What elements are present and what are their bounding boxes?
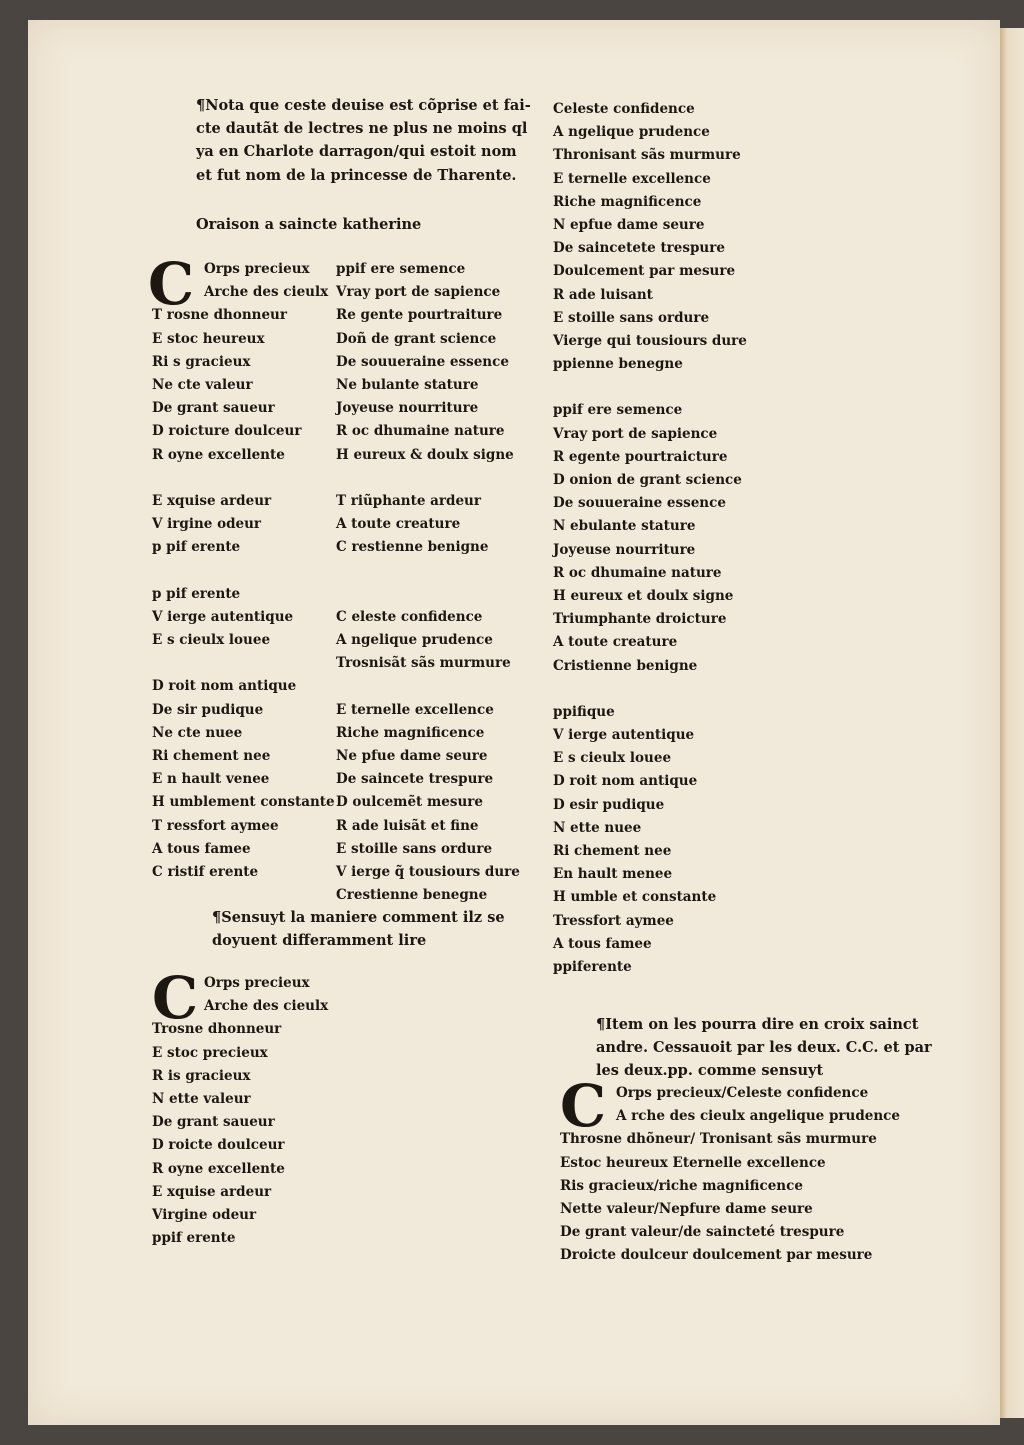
drop-cap-3: C: [560, 1072, 607, 1140]
intro-note: [196, 94, 531, 187]
verse-column-bottom-left: [152, 964, 329, 1250]
sensuyt-heading: [212, 906, 505, 952]
verse-line: p pif erente: [152, 539, 241, 556]
verse-line: En hault menee: [553, 866, 673, 883]
verse-line: Nette valeur/Nepfure dame seure: [560, 1200, 813, 1217]
verse-line: R egente pourtraicture: [553, 448, 728, 465]
verse-line: A tous famee: [553, 935, 652, 952]
verse-line: V ierge q̃ tousiours dure: [336, 863, 520, 880]
stanza-gap: [336, 675, 520, 698]
verse-line: Thronisant sãs murmure: [553, 147, 741, 164]
verse-line: E xquise ardeur: [152, 1183, 272, 1200]
verse-line: E ternelle excellence: [336, 701, 494, 718]
verse-line: De sir pudique: [152, 701, 264, 718]
verse-line: A ngelique prudence: [553, 124, 710, 141]
verse-line: Ne bulante stature: [336, 376, 479, 393]
sensuyt-line: ¶Sensuyt la maniere comment ilz se: [212, 909, 505, 926]
verse-line: A toute creature: [336, 516, 461, 533]
verse-line: Ne pfue dame seure: [336, 747, 488, 764]
intro-line: ya en Charlote darragon/qui estoit nom: [196, 143, 517, 161]
item-note-line: ¶Item on les pourra dire en croix sainct: [596, 1016, 919, 1033]
verse-line: T ressfort aymee: [152, 817, 279, 834]
verse-line: Orps precieux/Celeste confidence: [616, 1085, 869, 1101]
verse-line: A tous famee: [152, 840, 251, 857]
verse-line: Riche magnificence: [553, 193, 702, 210]
verse-line: Trosne dhonneur: [152, 1021, 282, 1038]
item-note-line: andre. Cessauoit par les deux. C.C. et par: [596, 1039, 932, 1057]
stanza-gap: [553, 376, 747, 399]
verse-line: E stoille sans ordure: [336, 840, 493, 857]
verse-line: E ternelle excellence: [553, 170, 711, 187]
verse-line: Celeste confidence: [553, 101, 695, 117]
verse-line: H eureux et doulx signe: [553, 587, 734, 604]
cross-lines: [560, 1072, 900, 1268]
verse-line: D oulcemẽt mesure: [336, 794, 483, 811]
oraison-title-text: Oraison a saincte katherine: [196, 216, 422, 233]
verse-line: H eureux & doulx signe: [336, 446, 514, 463]
verse-line: E s cieulx louee: [152, 632, 271, 648]
verse-line: E stoc precieux: [152, 1044, 268, 1061]
verse-column-left-b: [336, 258, 520, 907]
stanza-gap: [553, 678, 747, 701]
item-note: [596, 1013, 932, 1083]
verse-line: De souueraine essence: [553, 495, 726, 512]
stanza-gap: [336, 559, 520, 582]
verse-line: ppif ere semence: [553, 402, 683, 419]
verse-line: Tressfort aymee: [553, 912, 674, 929]
verse-line: N ette nuee: [553, 819, 642, 836]
verse-line: ppif ere semence: [336, 261, 466, 277]
verse-line: Ris gracieux/riche magnificence: [560, 1177, 803, 1194]
verse-line: Throsne dhõneur/ Tronisant sãs murmure: [560, 1131, 877, 1148]
verse-line: De grant saueur: [152, 1114, 275, 1131]
verse-line: Vray port de sapience: [553, 425, 718, 442]
verse-line: Arche des cieulx: [204, 284, 329, 301]
verse-line: Trosnisãt sãs murmure: [336, 655, 511, 672]
sensuyt-line: doyuent differamment lire: [212, 932, 427, 950]
stanza-gap: [336, 467, 520, 490]
verse-line: D roit nom antique: [553, 773, 698, 790]
verse-line: Droicte doulceur doulcement par mesure: [560, 1247, 873, 1264]
verse-line: Cristienne benigne: [553, 657, 698, 674]
verse-line: Vierge qui tousiours dure: [553, 332, 747, 349]
verse-line: Estoc heureux Eternelle excellence: [560, 1154, 826, 1171]
verse-line: Arche des cieulx: [204, 998, 329, 1015]
verse-line: V irgine odeur: [152, 516, 262, 533]
verse-line: R oyne excellente: [152, 446, 285, 463]
verse-line: T riũphante ardeur: [336, 492, 481, 509]
verse-line: R oc dhumaine nature: [553, 564, 722, 581]
verse-line: Doñ de grant science: [336, 330, 497, 347]
stanza-gap: [336, 583, 520, 606]
verse-line: R is gracieux: [152, 1067, 251, 1084]
verse-line: E stoille sans ordure: [553, 309, 710, 326]
verse-line: A ngelique prudence: [336, 632, 493, 648]
verse-line: D esir pudique: [553, 796, 665, 813]
verse-line: A toute creature: [553, 634, 678, 651]
oraison-title: [196, 213, 421, 236]
verse-line: De saincete trespure: [336, 771, 494, 788]
verse-line: N ebulante stature: [553, 518, 696, 535]
verse-line: Riche magnificence: [336, 724, 485, 741]
verse-line: R ade luisant: [553, 286, 653, 303]
verse-line: ppif erente: [152, 1230, 236, 1247]
verse-line: D roicte doulceur: [152, 1137, 285, 1154]
drop-cap: C: [148, 250, 195, 318]
item-note-line: les deux.pp. comme sensuyt: [596, 1062, 824, 1080]
verse-line: E s cieulx louee: [553, 750, 672, 767]
verse-line: De saincetete trespure: [553, 240, 725, 257]
drop-cap-2: C: [152, 964, 199, 1032]
verse-line: T rosne dhonneur: [152, 307, 287, 324]
intro-line: et fut nom de la princesse de Tharente.: [196, 166, 517, 184]
verse-line: R ade luisãt et fine: [336, 817, 479, 834]
verse-line: V ierge autentique: [152, 608, 294, 625]
verse-column-right: [553, 98, 747, 979]
verse-line: p pif erente: [152, 585, 241, 602]
verse-line: Virgine odeur: [152, 1206, 257, 1223]
verse-line: De souueraine essence: [336, 353, 509, 370]
verse-line: N ette valeur: [152, 1090, 251, 1107]
verse-line: E xquise ardeur: [152, 492, 272, 509]
verse-line: Re gente pourtraiture: [336, 307, 503, 324]
stanza-gap: [152, 559, 335, 582]
verse-line: R oc dhumaine nature: [336, 423, 505, 440]
verse-line: N epfue dame seure: [553, 216, 705, 233]
intro-line: cte dautãt de lectres ne plus ne moins ql: [196, 120, 528, 138]
verse-line: Crestienne benegne: [336, 887, 488, 904]
stanza-gap: [152, 467, 335, 490]
verse-line: Ri chement nee: [553, 843, 672, 859]
verse-line: Ne cte valeur: [152, 376, 253, 393]
verse-line: Vray port de sapience: [336, 284, 501, 301]
verse-line: R oyne excellente: [152, 1160, 285, 1177]
verse-line: ppienne benegne: [553, 356, 683, 373]
verse-line: Joyeuse nourriture: [553, 541, 696, 558]
verse-line: A rche des cieulx angelique prudence: [616, 1108, 900, 1125]
verse-line: De grant saueur: [152, 400, 275, 417]
verse-line: ppifique: [553, 703, 615, 720]
verse-line: Triumphante droicture: [553, 611, 727, 628]
verse-line: ppiferente: [553, 958, 632, 975]
verse-line: E stoc heureux: [152, 330, 265, 347]
verse-line: Ri s gracieux: [152, 353, 251, 370]
facing-page-edge: [1000, 28, 1024, 1418]
verse-line: Orps precieux: [204, 975, 310, 991]
verse-line: E n hault venee: [152, 771, 270, 788]
verse-column-left-a: [152, 258, 335, 884]
verse-line: Ne cte nuee: [152, 724, 243, 741]
verse-line: De grant valeur/de saincteté trespure: [560, 1224, 845, 1241]
verse-line: H umble et constante: [553, 889, 717, 906]
verse-line: Joyeuse nourriture: [336, 400, 479, 417]
verse-line: V ierge autentique: [553, 727, 695, 744]
verse-line: Doulcement par mesure: [553, 263, 736, 280]
verse-line: Orps precieux: [204, 261, 310, 277]
stanza-gap: [152, 652, 335, 675]
verse-line: H umblement constante: [152, 794, 335, 811]
intro-line: ¶Nota que ceste deuise est cõprise et fai-: [196, 97, 531, 114]
verse-line: C eleste confidence: [336, 608, 483, 625]
verse-line: Ri chement nee: [152, 747, 271, 764]
verse-line: D roit nom antique: [152, 678, 297, 695]
verse-line: D roicture doulceur: [152, 423, 302, 440]
verse-line: C restienne benigne: [336, 539, 489, 556]
verse-line: D onion de grant science: [553, 472, 742, 488]
verse-line: C ristif erente: [152, 863, 259, 880]
